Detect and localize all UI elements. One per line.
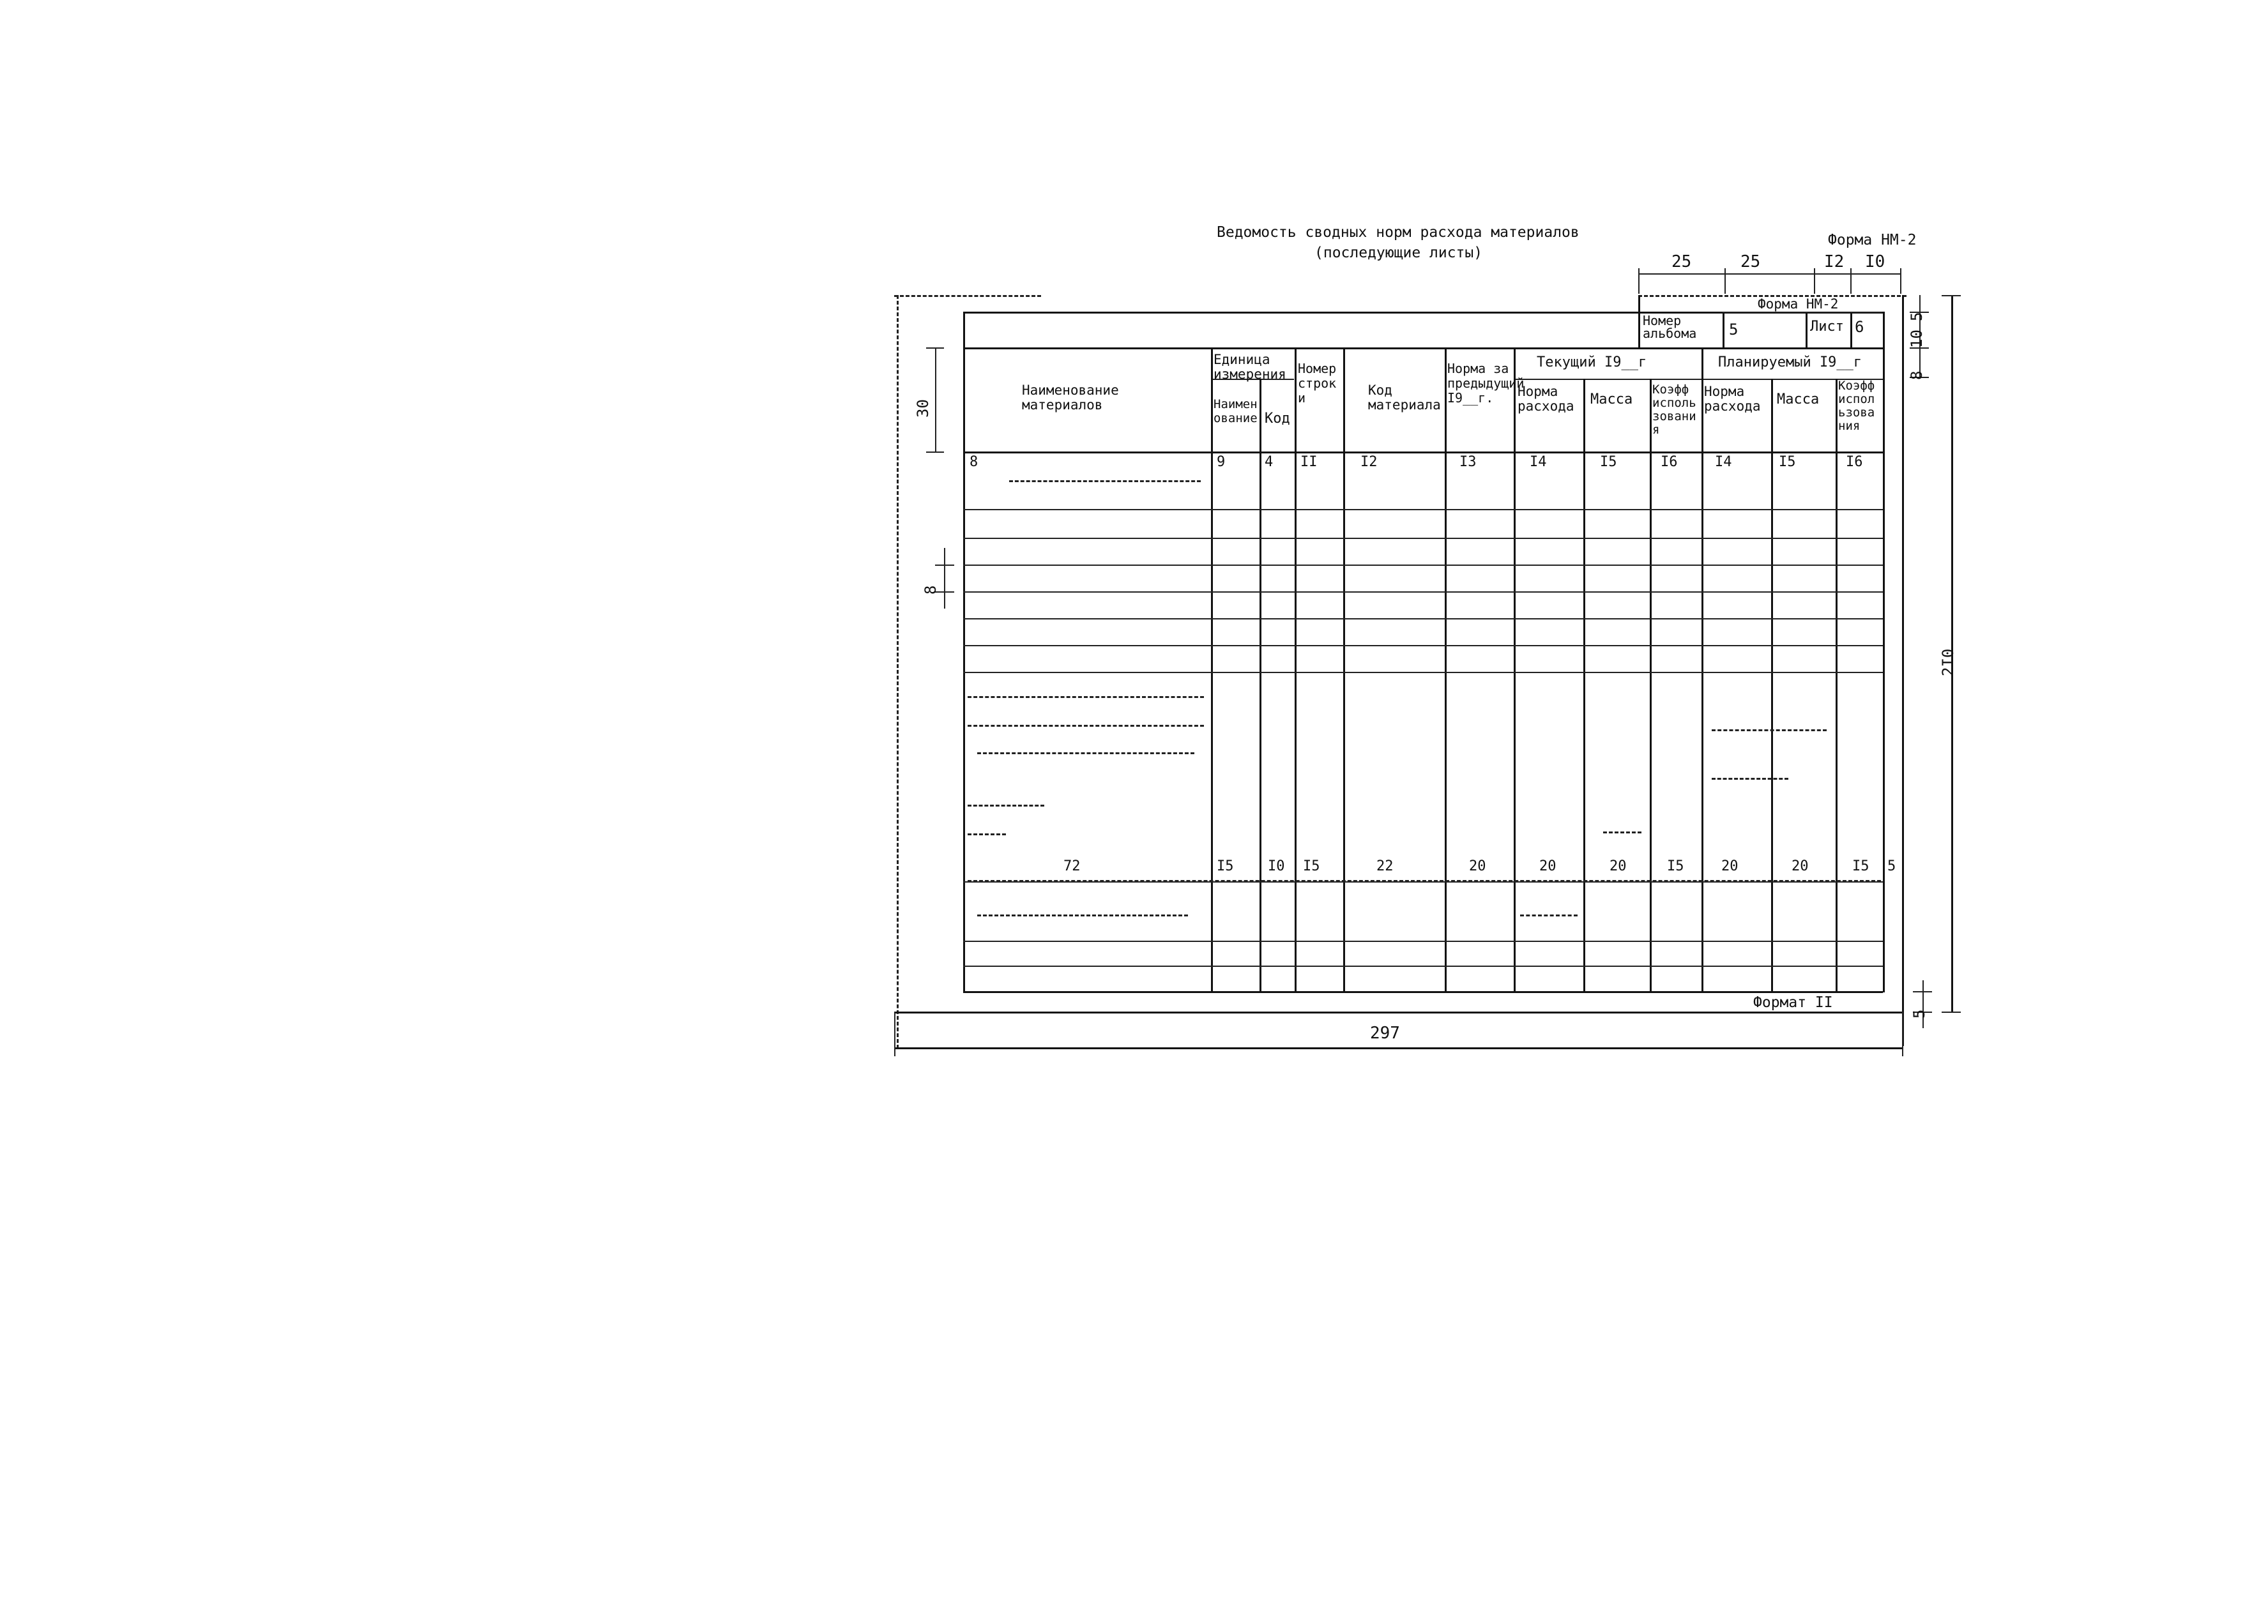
table-row-line: [963, 565, 1883, 566]
header-name: Наименование материалов: [1022, 383, 1119, 413]
col-line: [1260, 379, 1261, 992]
document-title: Ведомость сводных норм расхода материалов: [1217, 224, 1579, 241]
bottom-dim-width: 297: [1370, 1024, 1400, 1043]
dim-tick: [1638, 268, 1640, 294]
header-plan-norm: Норма расхода: [1704, 384, 1761, 414]
stamp-divider: [1806, 312, 1808, 347]
dim-tick: [1724, 268, 1726, 294]
table-row-line: [963, 591, 1883, 593]
right-dim-5-top: 5: [1908, 312, 1926, 321]
code-name: 8: [970, 454, 978, 470]
header-cur-mass: Масса: [1590, 391, 1633, 407]
left-dim-line-row: [944, 548, 945, 609]
code-prev-norm: I3: [1459, 454, 1477, 470]
width-plan-norm: 20: [1721, 858, 1739, 874]
form-label-top: Форма НМ-2: [1828, 232, 1917, 248]
stamp-divider: [1723, 312, 1724, 347]
mid-dim-5: 5: [1887, 858, 1896, 874]
table-border-stamp-bottom: [963, 347, 1883, 349]
header-unit-code: Код: [1265, 411, 1290, 427]
stamp-line: [1723, 312, 1882, 313]
bottom-dim-line: [894, 1047, 1903, 1049]
scan-mark: [1712, 729, 1827, 731]
stamp-sheet-value: 6: [1855, 318, 1864, 336]
right-dim-tick: [1942, 1012, 1961, 1013]
table-row-line: [963, 966, 1883, 967]
header-bottom-line: [963, 452, 1883, 453]
bottom-dim-tick: [1902, 1012, 1903, 1056]
scan-mark: [968, 725, 1204, 727]
code-plan-coef: I6: [1846, 454, 1863, 470]
table-border-left: [963, 312, 965, 992]
width-unit-name: I5: [1217, 858, 1234, 874]
width-prev-norm: 20: [1469, 858, 1486, 874]
table-border-bottom: [963, 991, 1883, 993]
left-dim-line-header: [935, 347, 936, 452]
sheet-border-right: [1902, 295, 1904, 1046]
left-dim-tick: [926, 347, 944, 349]
width-cur-mass: 20: [1610, 858, 1627, 874]
width-cur-norm: 20: [1539, 858, 1556, 874]
table-row-line: [963, 672, 1883, 673]
width-plan-coef: I5: [1852, 858, 1869, 874]
col-line: [1650, 379, 1652, 992]
dim-tick: [1850, 268, 1852, 294]
header-current-group: Текущий I9__г: [1537, 354, 1647, 370]
stamp-divider: [1850, 312, 1852, 347]
table-row-line: [963, 941, 1883, 942]
header-plan-mass: Масса: [1777, 391, 1820, 407]
dim-tick: [1814, 268, 1815, 294]
code-material: I2: [1360, 454, 1378, 470]
scan-mark: [968, 696, 1204, 698]
stamp-border-left: [1638, 295, 1640, 347]
header-row-no: Номер строки: [1298, 361, 1337, 406]
header-unit-name: Наименование: [1214, 397, 1258, 425]
right-dim-tick: [1942, 295, 1961, 296]
right-dim-5-bottom: 5: [1910, 1009, 1928, 1019]
scan-mark: [1520, 914, 1578, 916]
table-row-line: [963, 509, 1883, 510]
stamp-album-value: 5: [1729, 321, 1739, 338]
left-dim-tick: [926, 452, 944, 453]
col-line: [1701, 347, 1703, 992]
dim-top-2: 25: [1740, 252, 1761, 271]
current-planned-group-line: [1514, 379, 1883, 380]
header-plan-coef: Коэфф использования: [1838, 379, 1875, 433]
header-cur-coef: Коэфф использования: [1652, 383, 1696, 437]
code-unit-code: 4: [1265, 454, 1274, 470]
table-border-right: [1883, 312, 1885, 992]
scan-mark: [968, 833, 1006, 835]
header-material-code: Код материала: [1368, 383, 1441, 413]
right-dim-8: 8: [1908, 370, 1926, 380]
stamp-form-label: Форма НМ-2: [1758, 296, 1839, 312]
dim-top-3: I2: [1824, 252, 1845, 271]
left-dim-row: 8: [922, 585, 940, 595]
width-unit-code: I0: [1268, 858, 1285, 874]
scan-mark: [968, 805, 1044, 807]
code-row-no: II: [1300, 454, 1318, 470]
header-prev-norm: Норма за предыдущий I9__г.: [1447, 361, 1525, 406]
col-line: [1514, 347, 1516, 992]
stamp-sheet-label: Лист: [1810, 319, 1844, 335]
col-line: [1295, 347, 1297, 992]
right-dim-10: 10: [1908, 330, 1926, 348]
table-row-line: [963, 538, 1883, 539]
code-unit-name: 9: [1217, 454, 1226, 470]
width-name: 72: [1063, 858, 1081, 874]
dim-top-line: [1638, 273, 1900, 275]
width-cur-coef: I5: [1667, 858, 1684, 874]
col-line: [1836, 379, 1838, 992]
table-row-line: [963, 645, 1883, 646]
sheet-border-left: [897, 295, 899, 1049]
dim-tick: [1900, 268, 1901, 294]
code-cur-norm: I4: [1530, 454, 1547, 470]
sheet-border-top-left: [894, 295, 1041, 297]
code-plan-norm: I4: [1715, 454, 1732, 470]
code-cur-coef: I6: [1661, 454, 1678, 470]
code-plan-mass: I5: [1779, 454, 1796, 470]
width-row-no: I5: [1303, 858, 1320, 874]
left-dim-header: 30: [914, 399, 932, 418]
scan-mark: [977, 752, 1194, 754]
format-label: Формат II: [1753, 994, 1833, 1011]
header-unit-group: Единица измерения: [1214, 352, 1286, 382]
scan-mark: [1009, 480, 1201, 482]
stamp-album-label: Номер альбома: [1643, 313, 1697, 341]
header-planned-group: Планируемый I9__г: [1718, 354, 1862, 370]
width-dim-line: [968, 880, 1881, 882]
bottom-dim-tick: [894, 1012, 895, 1056]
sheet-border-bottom: [894, 1012, 1903, 1013]
width-material: 22: [1376, 858, 1394, 874]
col-line: [1771, 379, 1773, 992]
scan-mark: [1603, 831, 1641, 833]
col-line: [1343, 347, 1345, 992]
table-row-line: [963, 618, 1883, 619]
document-subtitle: (последующие листы): [1314, 245, 1483, 261]
col-line: [1211, 347, 1213, 992]
dim-top-4: I0: [1865, 252, 1885, 271]
scan-mark: [977, 914, 1188, 916]
right-dim-total: 2I0: [1939, 648, 1957, 676]
code-cur-mass: I5: [1600, 454, 1617, 470]
col-line: [1445, 347, 1447, 992]
col-line: [1583, 379, 1585, 992]
width-plan-mass: 20: [1792, 858, 1809, 874]
dim-top-1: 25: [1671, 252, 1692, 271]
scan-mark: [1712, 778, 1788, 780]
header-cur-norm: Норма расхода: [1518, 384, 1574, 414]
